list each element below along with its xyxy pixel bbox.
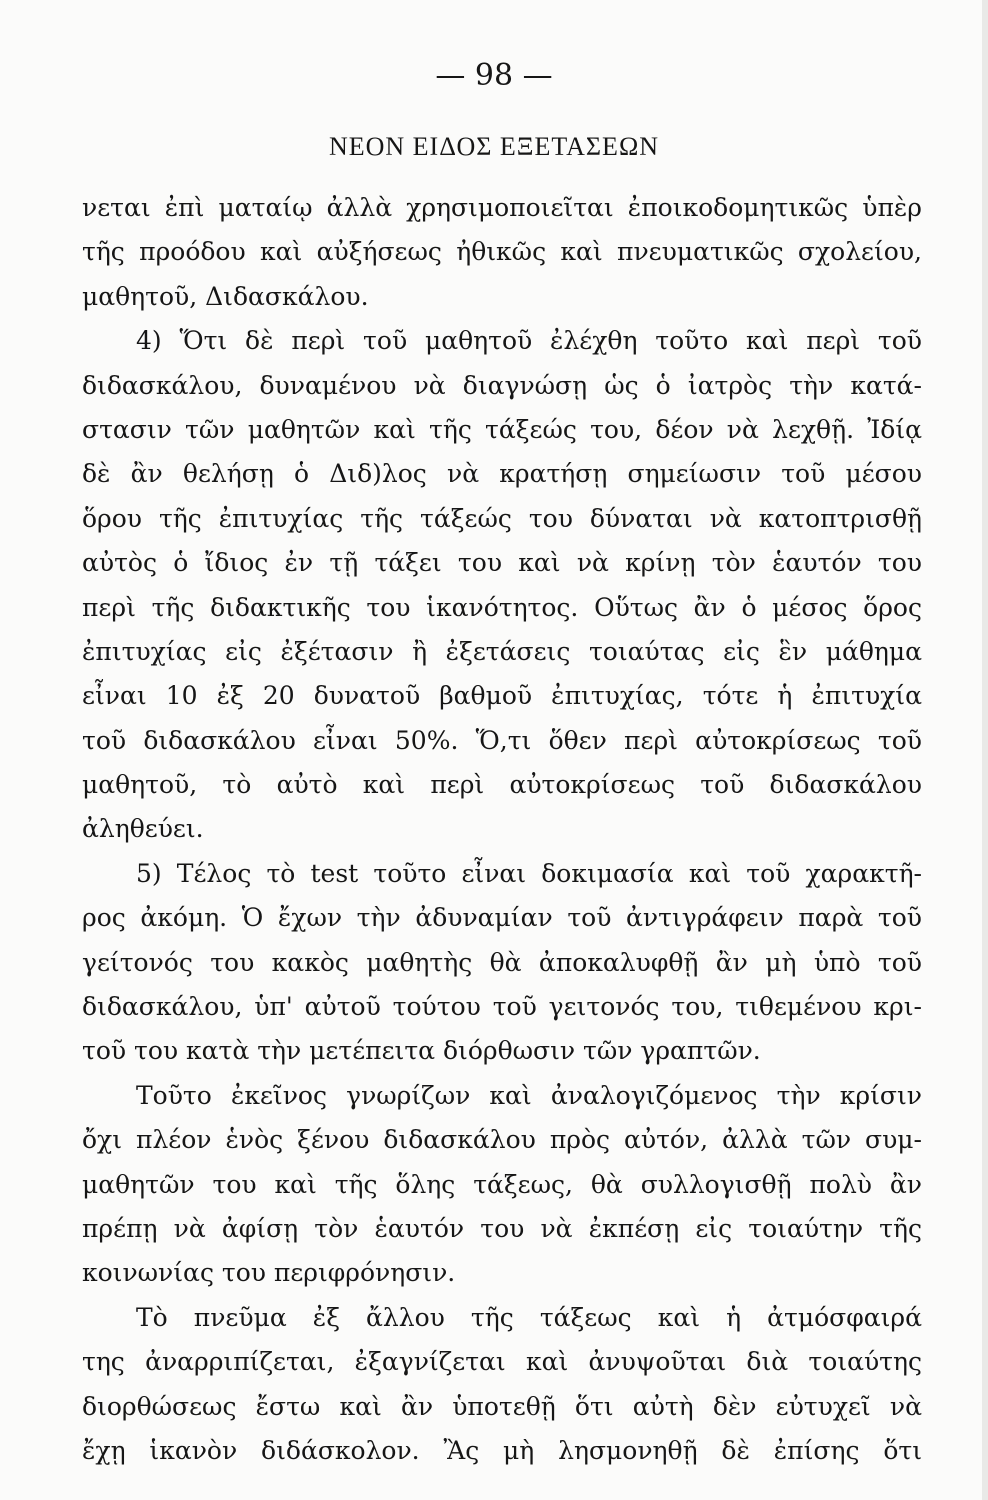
text-line: μαθητοῦ, Διδασκάλου. [82, 281, 369, 311]
page-number: — 98 — [435, 58, 553, 93]
text-line: 5) Τέλος τὸ test τοῦτο εἶναι δοκιμασία καὶ τοῦ χαρακτῆ- [136, 858, 922, 888]
text-line: εἶναι 10 ἐξ 20 δυνατοῦ βαθμοῦ ἐπιτυχίας, τότε ἡ ἐπιτυχία [82, 681, 922, 711]
text-line: ἔχῃ ἱκανὸν διδάσκολον. Ἂς μὴ λησμονηθῇ δὲ ἐπίσης ὅτι [82, 1435, 922, 1465]
text-line: ἀληθεύει. [82, 814, 204, 844]
text-line: πρέπῃ νὰ ἀφίσῃ τὸν ἑαυτόν του νὰ ἐκπέσῃ εἰς τοιαύτην τῆς [82, 1213, 922, 1243]
text-line: περὶ τῆς διδακτικῆς του ἱκανότητος. Οὕτως ἂν ὁ μέσος ὅρος [82, 592, 922, 622]
text-line: Τοῦτο ἐκεῖνος γνωρίζων καὶ ἀναλογιζόμενος τὴν κρίσιν [136, 1080, 922, 1110]
text-line: τοῦ του κατὰ τὴν μετέπειτα διόρθωσιν τῶν γραπτῶν. [82, 1036, 761, 1066]
text-line: διορθώσεως ἔστω καὶ ἂν ὑποτεθῇ ὅτι αὐτὴ δὲν εὐτυχεῖ νὰ [82, 1391, 922, 1421]
text-line: 4) Ὅτι δὲ περὶ τοῦ μαθητοῦ ἐλέχθη τοῦτο καὶ περὶ τοῦ [136, 326, 922, 356]
text-line: μαθητῶν του καὶ τῆς ὅλης τάξεως, θὰ συλλογισθῇ πολὺ ἂν [82, 1169, 922, 1199]
text-line: στασιν τῶν μαθητῶν καὶ τῆς τάξεώς του, δέον νὰ λεχθῇ. Ἰδίᾳ [82, 414, 922, 444]
text-line: της ἀναρριπίζεται, ἐξαγνίζεται καὶ ἀνυψοῦται διὰ τοιαύτης [82, 1347, 922, 1377]
text-line: ὅρου τῆς ἐπιτυχίας τῆς τάξεώς του δύναται νὰ κατοπτρισθῇ [82, 503, 922, 533]
text-line: δὲ ἂν θελήσῃ ὁ Διδ)λος νὰ κρατήσῃ σημείωσιν τοῦ μέσου [82, 459, 922, 489]
text-line: ρος ἀκόμη. Ὁ ἔχων τὴν ἀδυναμίαν τοῦ ἀντιγράφειν παρὰ τοῦ [82, 903, 922, 933]
text-line: ἐπιτυχίας εἰς ἐξέτασιν ἢ ἐξετάσεις τοιαύτας εἰς ἓν μάθημα [82, 636, 922, 666]
text-line: ὄχι πλέον ἑνὸς ξένου διδασκάλου πρὸς αὐτόν, ἀλλὰ τῶν συμ- [82, 1125, 922, 1155]
text-line: μαθητοῦ, τὸ αὐτὸ καὶ περὶ αὐτοκρίσεως τοῦ διδασκάλου [82, 770, 922, 800]
text-line: νεται ἐπὶ ματαίῳ ἀλλὰ χρησιμοποιεῖται ἐποικοδομητικῶς ὑπὲρ [82, 193, 922, 222]
text-line: τοῦ διδασκάλου εἶναι 50%. Ὅ,τι ὅθεν περὶ αὐτοκρίσεως τοῦ [82, 725, 922, 755]
text-line: διδασκάλου, ὑπ' αὐτοῦ τούτου τοῦ γειτονός του, τιθεμένου κρι- [82, 992, 922, 1022]
text-line: Τὸ πνεῦμα ἐξ ἄλλου τῆς τάξεως καὶ ἡ ἀτμόσφαιρά [136, 1302, 922, 1332]
text-line: αὐτὸς ὁ ἴδιος ἐν τῇ τάξει του καὶ νὰ κρίνῃ τὸν ἑαυτόν του [82, 548, 922, 578]
text-line: γείτονός του κακὸς μαθητὴς θὰ ἀποκαλυφθῇ ἂν μὴ ὑπὸ τοῦ [82, 947, 922, 977]
text-line: διδασκάλου, δυναμένου νὰ διαγνώσῃ ὡς ὁ ἰατρὸς τὴν κατά- [82, 370, 922, 400]
text-line: κοινωνίας του περιφρόνησιν. [82, 1258, 456, 1288]
body-text [82, 186, 922, 1473]
text-line: τῆς προόδου καὶ αὐξήσεως ἠθικῶς καὶ πνευματικῶς σχολείου, [82, 237, 922, 267]
running-head: ΝΕΟΝ ΕΙΔΟΣ ΕΞΕΤΑΣΕΩΝ [328, 132, 660, 161]
